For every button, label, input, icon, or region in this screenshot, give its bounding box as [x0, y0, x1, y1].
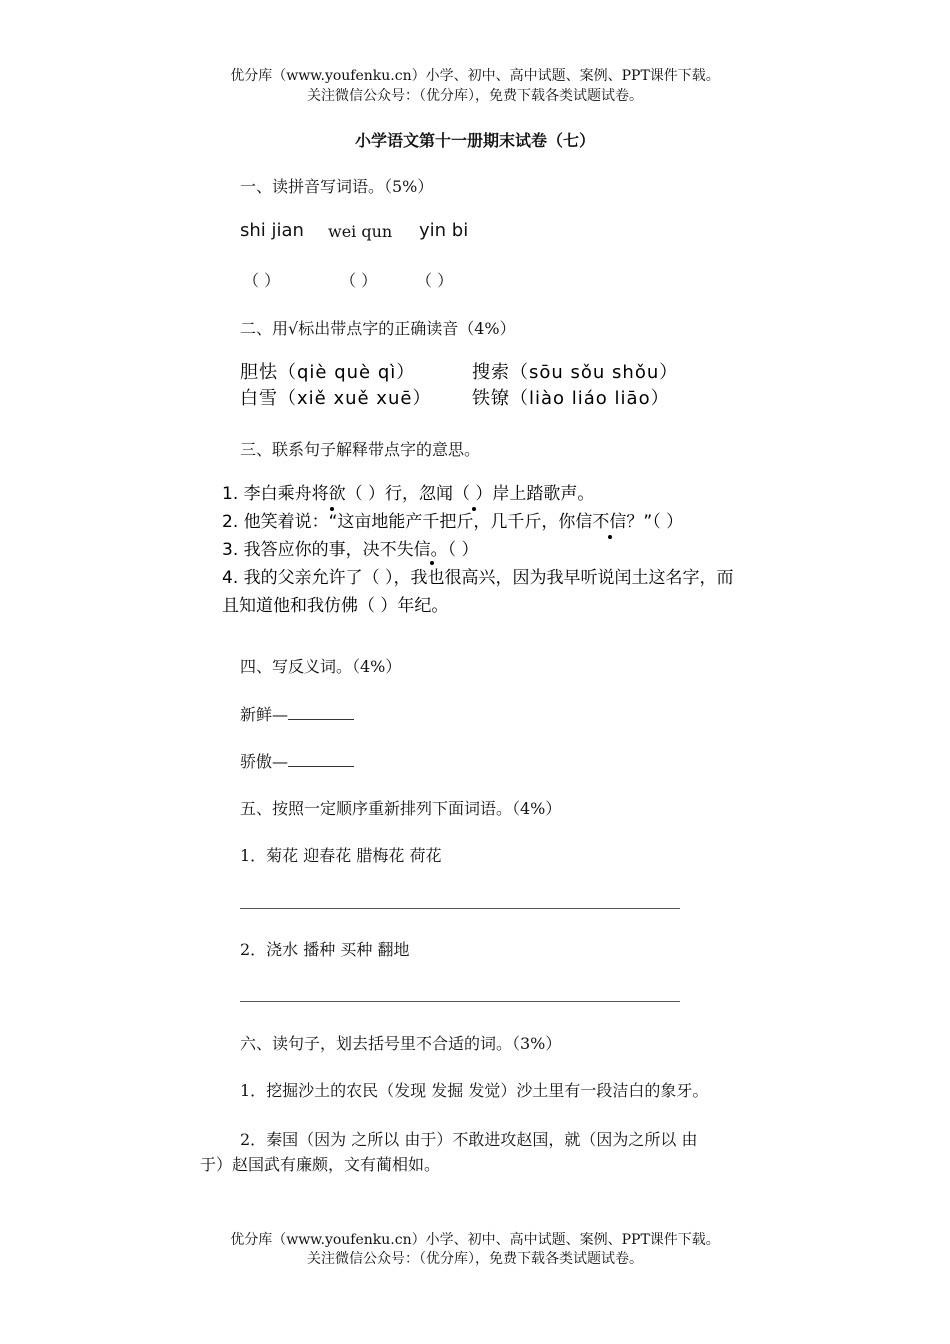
section-2-heading: 二、用√标出带点字的正确读音（4%）	[240, 319, 516, 338]
pronunciation-row-2b: 铁镣（liào liáo liāo）	[472, 388, 670, 409]
pronunciation-row-1a: 胆怯（qiè què qì）	[240, 362, 416, 383]
footer-line-1: 优分库（www.youfenku.cn）小学、初中、高中试题、案例、PPT课件下载。	[230, 1232, 720, 1248]
pinyin-3: yin bi	[419, 220, 469, 241]
header-line-1: 优分库（www.youfenku.cn）小学、初中、高中试题、案例、PPT课件下载。	[230, 68, 720, 84]
pronunciation-row-2a: 白雪（xiě xuě xuē）	[240, 388, 432, 409]
answer-bracket-1[interactable]: （ ）	[243, 271, 281, 290]
pinyin-2-a	[328, 222, 392, 241]
s3-line-1: 1. 李白乘舟将欲（ ）行，忽闻（ ）岸上踏歌声。	[222, 484, 595, 504]
emphasis-dot	[608, 535, 612, 539]
antonym-word-1: 新鲜—	[240, 705, 289, 724]
order-question-2: 2．浇水 播种 买种 翻地	[240, 940, 410, 959]
pronunciation-row-1b: 搜索（sōu sǒu shǒu）	[472, 362, 679, 383]
emphasis-dot	[472, 507, 476, 511]
section-5-heading: 五、按照一定顺序重新排列下面词语。（4%）	[240, 799, 562, 818]
emphasis-dot	[430, 561, 434, 565]
answer-bracket-2[interactable]: （ ）	[340, 271, 378, 290]
section-4-heading: 四、写反义词。（4%）	[240, 657, 402, 676]
s3-line-2: 2. 他笑着说：“这亩地能产千把斤，几千斤，你信不信？”（ ）	[222, 512, 684, 532]
header-line-2: 关注微信公众号：（优分库），免费下载各类试题试卷。	[307, 88, 643, 104]
s3-line-3: 3. 我答应你的事，决不失信。（ ）	[222, 540, 479, 560]
antonym-item-1	[240, 702, 354, 725]
emphasis-dot	[330, 507, 334, 511]
answer-line-2[interactable]	[240, 1001, 680, 1002]
order-question-1: 1．菊花 迎春花 腊梅花 荷花	[240, 846, 442, 865]
answer-line-1[interactable]	[240, 908, 680, 909]
antonym-blank-2[interactable]	[288, 752, 354, 767]
footer-line-2: 关注微信公众号：（优分库），免费下载各类试题试卷。	[307, 1251, 643, 1267]
pinyin-1: shi jian	[240, 220, 304, 241]
antonym-blank-1[interactable]	[288, 705, 354, 720]
section-1-heading: 一、读拼音写词语。（5%）	[240, 177, 434, 196]
pinyin-2: wei qun	[328, 222, 393, 241]
antonym-word-2: 骄傲—	[240, 752, 289, 771]
strike-question-2-line-1: 2．秦国（因为 之所以 由于）不敢进攻赵国，就（因为之所以 由	[240, 1130, 698, 1149]
s3-line-5: 且知道他和我仿佛（ ）年纪。	[222, 596, 449, 616]
page-title: 小学语文第十一册期末试卷（七）	[354, 131, 595, 150]
section-6-heading: 六、读句子，划去括号里不合适的词。（3%）	[240, 1034, 562, 1053]
section-3-heading: 三、联系句子解释带点字的意思。	[240, 440, 481, 459]
s3-line-4: 4. 我的父亲允许了（ ），我也很高兴，因为我早听说闰土这名字，而	[222, 568, 734, 588]
answer-bracket-3[interactable]: （ ）	[416, 271, 454, 290]
strike-question-1: 1．挖掘沙土的农民（发现 发掘 发觉）沙土里有一段洁白的象牙。	[240, 1081, 709, 1100]
strike-question-2-line-2: 于）赵国武有廉颇，文有蔺相如。	[200, 1155, 441, 1174]
antonym-item-2	[240, 749, 354, 772]
